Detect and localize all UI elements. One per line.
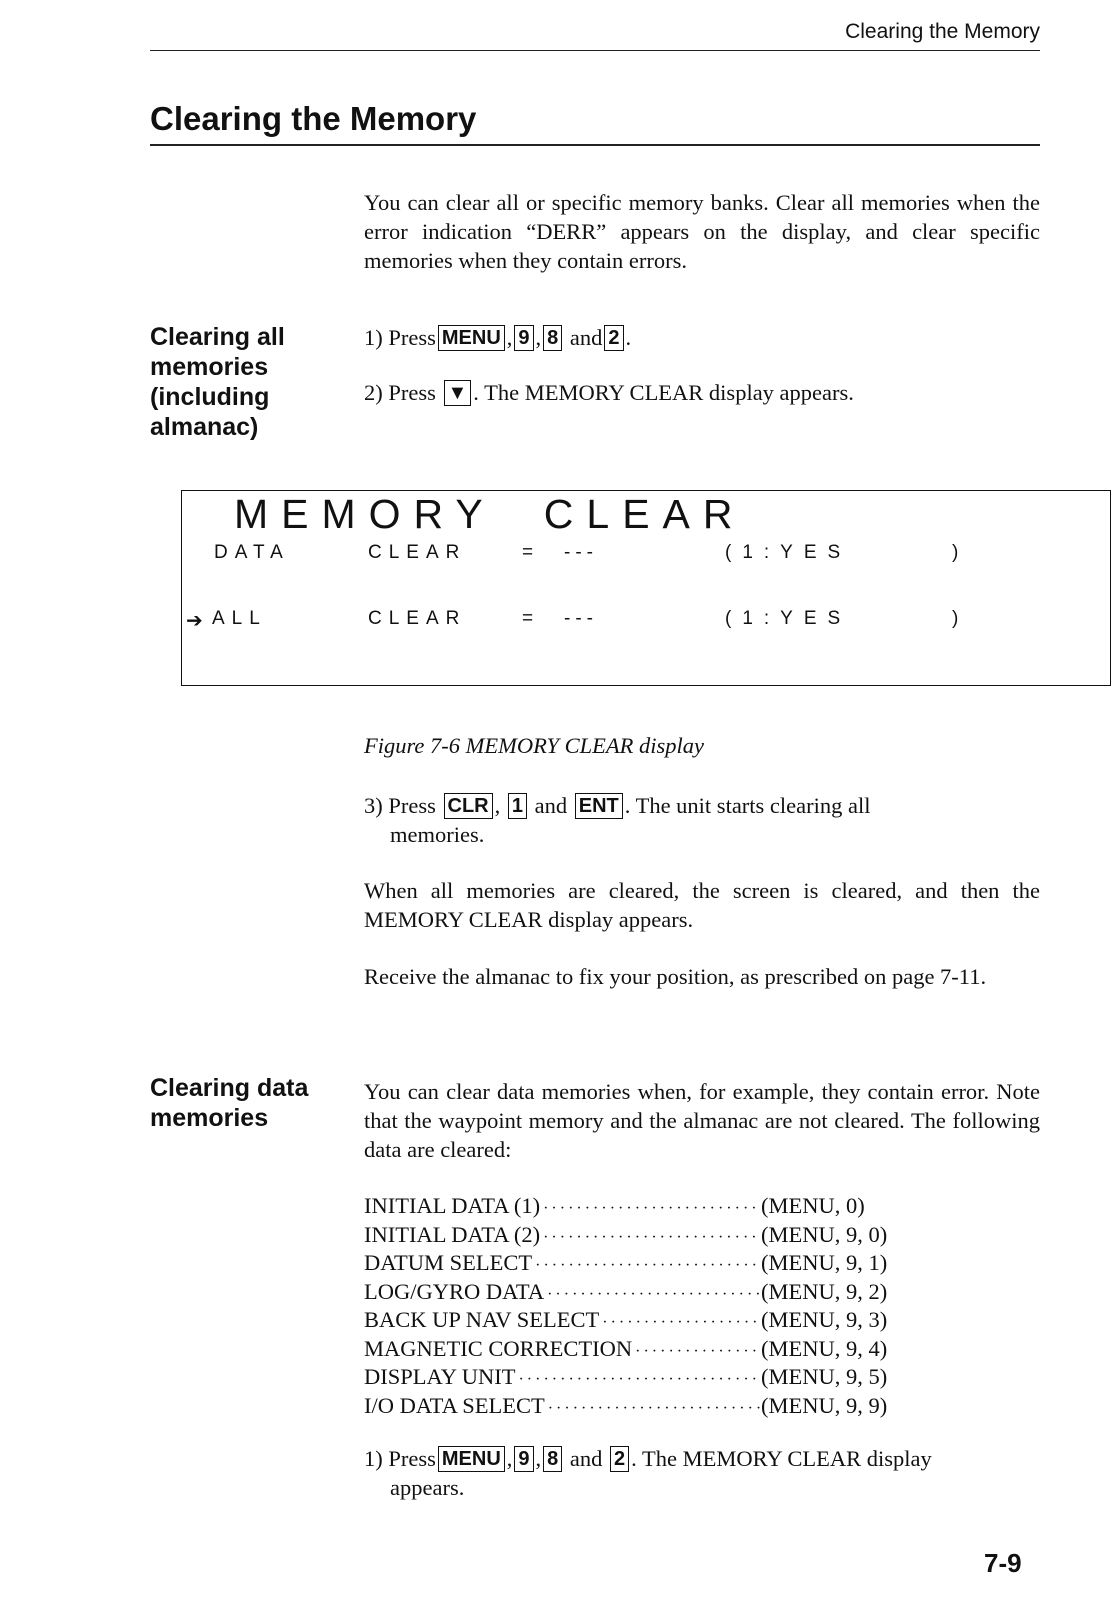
leader-dots — [545, 1401, 761, 1417]
leader-dots — [532, 1258, 761, 1274]
leader-dots — [632, 1344, 761, 1360]
running-head: Clearing the Memory — [150, 20, 1040, 51]
leader-dots — [515, 1372, 761, 1388]
lcd-close-paren: ) — [952, 608, 966, 629]
list-item — [364, 1249, 924, 1278]
step-continuation: memories. — [390, 822, 485, 847]
list-item-value: (MENU, 9, 9) — [761, 1392, 888, 1418]
leader-dots — [540, 1201, 761, 1217]
lcd-option: (1:YES — [725, 542, 852, 563]
step-text: 3) Press — [364, 793, 436, 818]
lcd-label: ALL — [212, 608, 267, 629]
lcd-title: MEMORY CLEAR — [234, 491, 746, 537]
step-2-all — [364, 378, 1040, 407]
data-intro-paragraph: You can clear data memories when, for example, they contain error. Note that the waypoint memory and the almanac are not cleared. The following data are cleared: — [364, 1079, 1040, 1162]
menu-key-icon: MENU — [438, 325, 505, 351]
list-item-value: (MENU, 9, 5) — [761, 1364, 888, 1389]
list-item-value: (MENU, 9, 0) — [761, 1221, 888, 1247]
lcd-clear: CLEAR — [368, 608, 467, 629]
list-item-label: MAGNETIC CORRECTION — [364, 1335, 633, 1361]
section-title: Clearing the Memory — [150, 100, 1040, 146]
heading-clearing-all: Clearing all memories (including almanac) — [150, 323, 285, 441]
lcd-clear: CLEAR — [368, 542, 467, 563]
key-9-icon: 9 — [514, 1446, 533, 1472]
list-item-value: (MENU, 9, 1) — [761, 1250, 888, 1275]
leader-dots — [544, 1287, 761, 1303]
step-text: . The MEMORY CLEAR display appears. — [473, 380, 854, 405]
key-2-icon: 2 — [610, 1446, 629, 1472]
list-item-value: (MENU, 9, 3) — [761, 1307, 888, 1332]
list-item-value: (MENU, 9, 4) — [761, 1335, 888, 1361]
step-text: 1) Press — [364, 325, 436, 350]
list-item-label: LOG/GYRO DATA — [364, 1278, 545, 1304]
key-9-icon: 9 — [514, 325, 533, 351]
key-1-icon: 1 — [508, 793, 527, 819]
list-item-value: (MENU, 9, 2) — [761, 1278, 888, 1304]
menu-key-icon: MENU — [438, 1446, 505, 1472]
list-item-value: (MENU, 0) — [761, 1193, 865, 1218]
cleared-data-list — [364, 1192, 924, 1420]
list-item — [364, 1306, 924, 1335]
list-item-label: INITIAL DATA (2) — [364, 1221, 541, 1247]
list-item — [364, 1392, 924, 1421]
list-item — [364, 1278, 924, 1307]
figure-caption: Figure 7-6 MEMORY CLEAR display — [364, 733, 704, 758]
list-item-label: DATUM SELECT — [364, 1250, 533, 1275]
step-3-all: 3) Press CLR , 1 and ENT . The unit starts clearing all memories. — [364, 791, 1040, 849]
step-text: . The MEMORY CLEAR display — [631, 1446, 932, 1471]
step-text: 2) Press — [364, 380, 436, 405]
list-item — [364, 1192, 924, 1221]
intro-paragraph: You can clear all or specific memory banks. Clear all memories when the error indication “DERR” appears on the display, and clear specific memories when they contain errors. — [364, 190, 1040, 273]
down-arrow-key-icon: ▼ — [444, 380, 472, 406]
step-text: 1) Press — [364, 1446, 436, 1471]
list-item-label: BACK UP NAV SELECT — [364, 1307, 600, 1332]
lcd-equals: = — [522, 542, 541, 563]
key-2-icon: 2 — [604, 325, 623, 351]
leader-dots — [599, 1315, 761, 1331]
step-1-data: 1) Press MENU , 9 , 8 and 2 . The MEMORY CLEAR display appears. — [364, 1444, 1040, 1502]
list-item — [364, 1363, 924, 1392]
memory-clear-display — [181, 490, 1111, 686]
step-text: . The unit starts clearing all — [624, 793, 871, 818]
lcd-value: --- — [564, 608, 598, 629]
paragraph-almanac: Receive the almanac to fix your position, as prescribed on page 7-11. — [364, 964, 987, 989]
lcd-option: (1:YES — [725, 608, 852, 629]
leader-dots — [540, 1230, 761, 1246]
lcd-value: --- — [564, 542, 598, 563]
paragraph-cleared: When all memories are cleared, the screen is cleared, and then the MEMORY CLEAR display appears. — [364, 878, 1040, 932]
key-8-icon: 8 — [543, 325, 562, 351]
heading-clearing-data: Clearing data memories — [150, 1074, 309, 1132]
list-item-label: DISPLAY UNIT — [364, 1364, 516, 1389]
list-item-label: INITIAL DATA (1) — [364, 1193, 541, 1218]
key-8-icon: 8 — [543, 1446, 562, 1472]
list-item-label: I/O DATA SELECT — [364, 1392, 545, 1418]
lcd-label: DATA — [214, 542, 290, 563]
step-text: . — [625, 325, 632, 350]
step-continuation: appears. — [390, 1475, 465, 1500]
step-text: and — [534, 793, 568, 818]
step-text: and — [569, 325, 603, 350]
cursor-arrow-icon: ➔ — [186, 610, 203, 632]
lcd-equals: = — [522, 608, 541, 629]
lcd-row-all — [182, 608, 1110, 806]
page-number: 7-9 — [984, 1548, 1022, 1578]
lcd-close-paren: ) — [952, 542, 966, 563]
list-item — [364, 1335, 924, 1364]
clr-key-icon: CLR — [444, 793, 493, 819]
list-item — [364, 1221, 924, 1250]
step-1-all: 1) Press MENU , 9 , 8 and 2 . — [364, 325, 632, 350]
ent-key-icon: ENT — [575, 793, 623, 819]
step-text: and — [569, 1446, 603, 1471]
